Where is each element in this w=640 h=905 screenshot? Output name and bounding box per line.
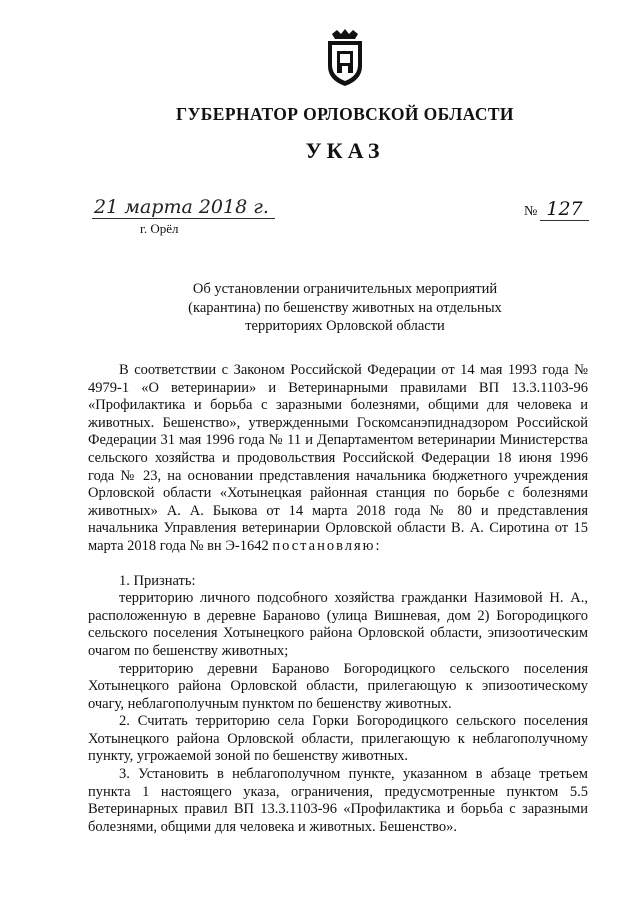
city-name: г. Орёл [140,221,179,236]
subject-line: (карантина) по бешенству животных на отдельных [188,299,502,316]
orel-coat-of-arms-icon [322,28,368,88]
document-number [524,198,589,220]
decree-word: постановляю: [272,537,382,554]
subject-line: территориях Орловской области [245,318,445,334]
item-3-paragraph: 3. Установить в неблагополучном пункте, указанном в абзаце третьем пункта 1 настоящего указа, ограничения, предусмотренные пунктом 5.5 Ветеринарных правил ВП 13.3.1103-96 «Профилактика и борьба с заразными болезнями, общими для человека и животных. Бешенство». [88,766,588,835]
subject-line: Об установлении ограничительных мероприятий [192,281,498,297]
preamble-text: В соответствии с Законом Российской Федерации от 14 мая 1993 года № 4979-1 «О ветеринарии» и Ветеринарными правилами ВП 13.3.1103-96 «Профилактика и борьба с заразными болезнями, общими для человека и животных. Бешенство», утвержденными Госкомсанэпиднадзором Российской Федерации 31 мая 1996 года № 11 и Департаментом ветеринарии Министерства сельского хозяйства и продовольствия Российской Федерации 18 июня 1996 года № 23, на основании представления начальника бюджетного учреждения Орловской области «Хотынецкая районная станция по борьбе с болезнями животных» А. А. Быкова от 14 марта 2018 года № 80 и представления начальника Управления ветеринарии Орловской области В. А. Сиротина от 15 марта 2018 года № вн Э-1642 [88,362,588,554]
document-type: УКАЗ [305,138,385,163]
item-1-title: 1. Признать: [119,572,196,589]
authority-title: ГУБЕРНАТОР ОРЛОВСКОЙ ОБЛАСТИ [176,104,514,124]
handwritten-number: 127 [540,198,588,221]
decree-body [88,362,588,836]
decree-subject [160,280,530,336]
item-1-paragraph-a: территорию личного подсобного хозяйства гражданки Назимовой Н. А., расположенную в деревне Бараново (улица Вишневая, дом 2) Богородицкого сельского поселения Хотынецкого района Орловской области, эпизоотическим очагом по бешенству животных; [88,590,588,659]
item-1-paragraph-b: территорию деревни Бараново Богородицкого сельского поселения Хотынецкого района Орловской области, прилегающую к эпизоотическому очагу, неблагополучным пунктом по бешенству животных. [88,660,588,712]
item-2-paragraph: 2. Считать территорию села Горки Богородицкого сельского поселения Хотынецкого района Орловской области, прилегающую к неблагополучному пункту, угрожаемой зоной по бешенству животных. [88,713,588,765]
handwritten-date: 21 марта 2018 г. [92,196,275,219]
preamble-paragraph [88,362,588,556]
number-label: № [524,204,538,219]
